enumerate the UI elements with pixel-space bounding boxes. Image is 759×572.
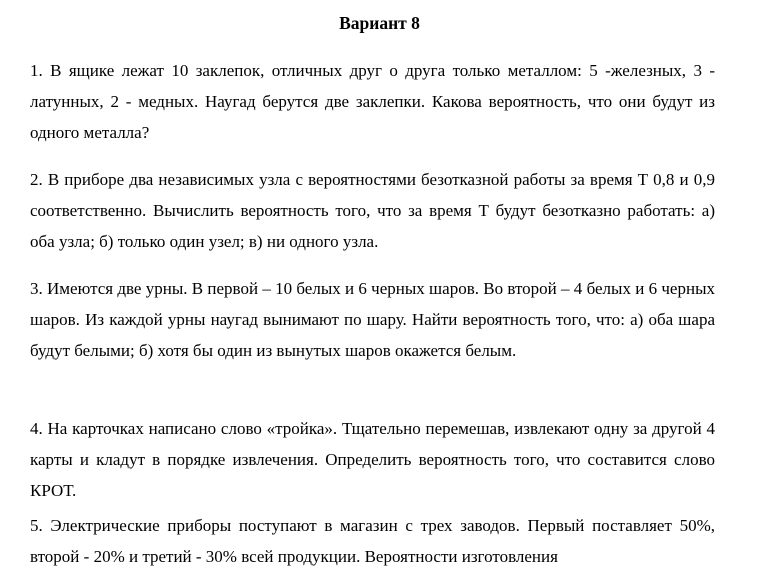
problem-3: 3. Имеются две урны. В первой – 10 белых и 6 черных шаров. Во второй – 4 белых и 6 черных шаров. Из каждой урны наугад вынимают по шару. Найти вероятность того, что: а) оба шара будут белыми; б) хотя бы один из вынутых шаров окажется белым. — [30, 279, 715, 360]
problem-1: 1. В ящике лежат 10 заклепок, отличных друг о друга только металлом: 5 -железных, 3 - латунных, 2 - медных. Наугад берутся две заклепки. Какова вероятность, что они будут из одного металла? — [30, 61, 715, 142]
problem-2: 2. В приборе два независимых узла с вероятностями безотказной работы за время Т 0,8 и 0,9 соответственно. Вычислить вероятность того, что за время Т будут безотказно работать: а) оба узла; б) только один узел; в) ни одного узла. — [30, 170, 715, 251]
problem-5: 5. Электрические приборы поступают в магазин с трех заводов. Первый поставляет 50%, второй - 20% и третий - 30% всей продукции. Вероятности изготовления — [30, 516, 715, 566]
document-title: Вариант 8 — [339, 13, 420, 33]
problem-4: 4. На карточках написано слово «тройка». Тщательно перемешав, извлекают одну за другой 4 карты и кладут в порядке извлечения. Определить вероятность того, что составится слово КРОТ. — [30, 419, 715, 500]
